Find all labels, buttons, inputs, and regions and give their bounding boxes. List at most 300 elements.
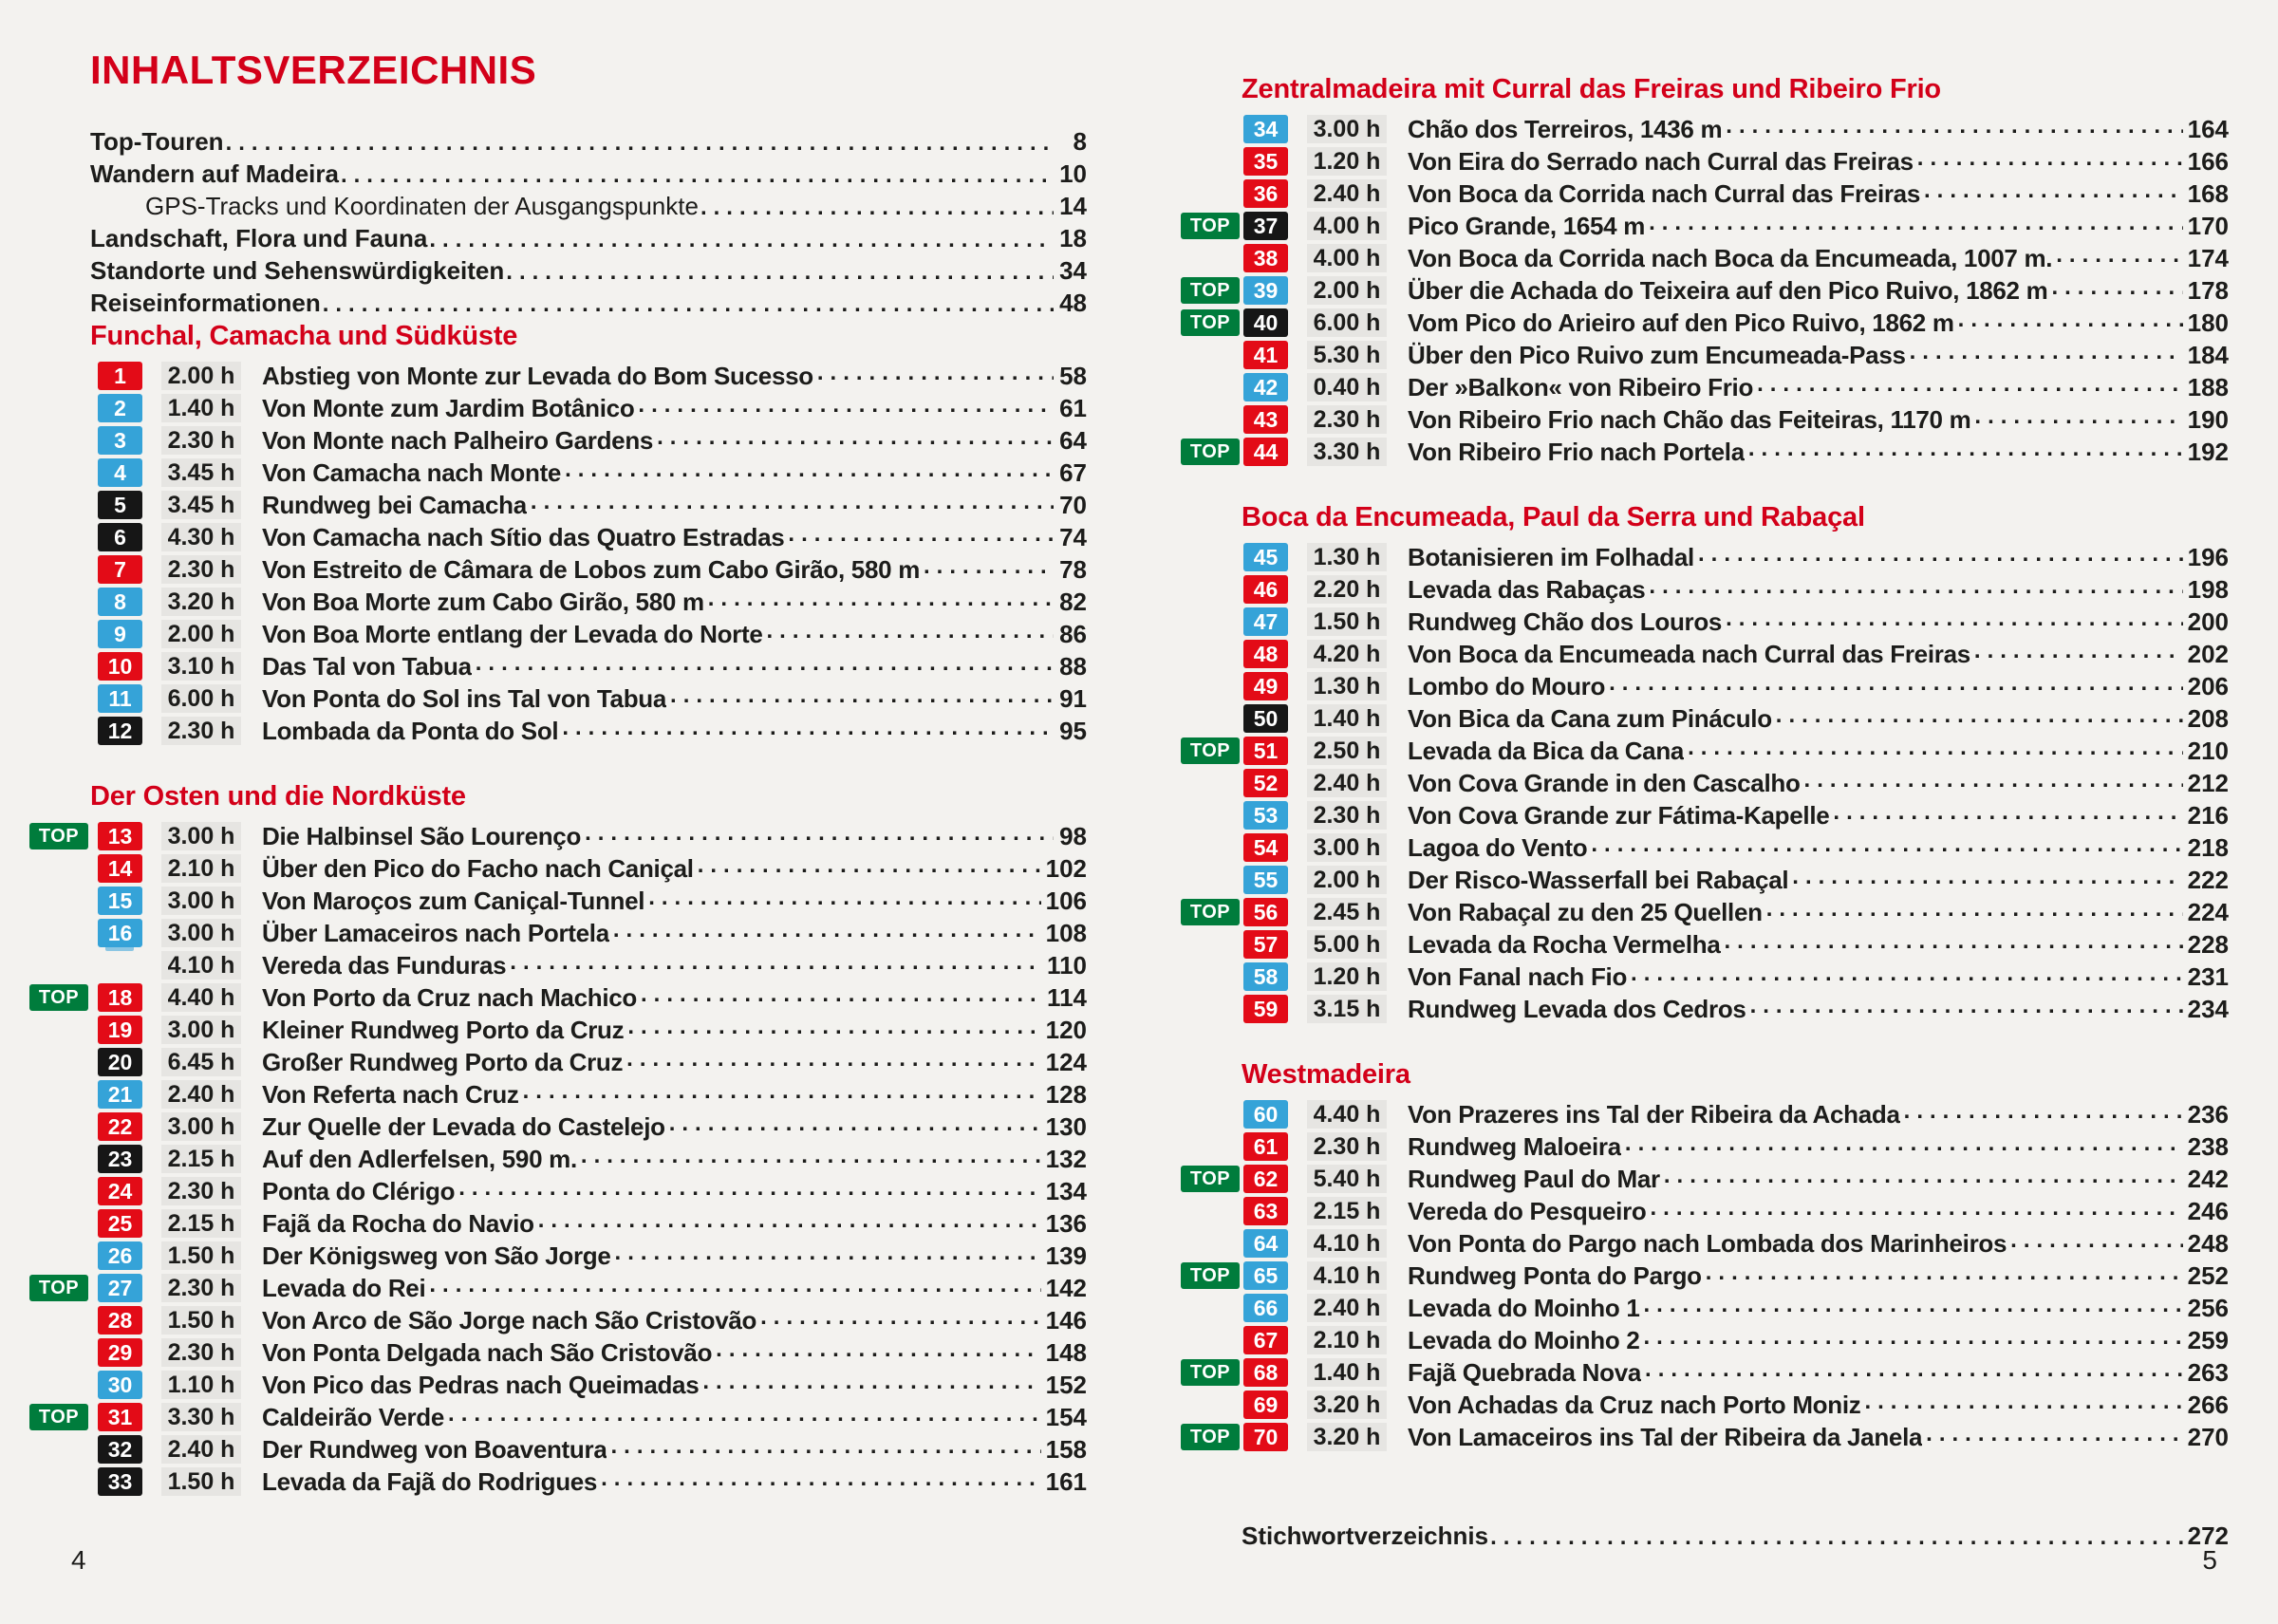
- tour-page-number: 206: [2187, 671, 2229, 700]
- tour-page-number: 222: [2187, 865, 2229, 894]
- tour-number-badge: 32: [98, 1435, 142, 1464]
- tour-number-badge: 66: [1243, 1294, 1288, 1322]
- dot-leader: [562, 715, 1054, 741]
- tour-number-badge: 14: [98, 854, 142, 883]
- tour-duration: 2.00 h: [1307, 866, 1387, 894]
- index-entry: [1242, 1521, 2229, 1554]
- tour-row: [1242, 702, 2229, 735]
- tour-duration: 1.50 h: [1307, 607, 1387, 636]
- tour-duration: 2.30 h: [161, 717, 241, 745]
- tour-row: [1242, 928, 2229, 961]
- tour-duration: 1.40 h: [161, 394, 241, 422]
- tour-title: Von Boca da Encumeada nach Curral das Freiras: [1408, 639, 1970, 668]
- section-heading: Westmadeira: [1242, 1059, 1410, 1090]
- tour-page-number: 114: [1047, 982, 1087, 1012]
- dot-leader: [510, 949, 1042, 976]
- tour-row: [1242, 177, 2229, 210]
- dot-leader: [1726, 606, 2183, 632]
- tour-row: [1242, 1389, 2229, 1421]
- tour-duration: 1.40 h: [1307, 704, 1387, 733]
- tour-page-number: 174: [2187, 243, 2229, 272]
- tour-title: Von Arco de São Jorge nach São Cristovão: [262, 1305, 757, 1335]
- tour-number-badge: 19: [98, 1016, 142, 1044]
- dot-leader: [669, 1111, 1041, 1137]
- tour-page-number: 178: [2187, 275, 2229, 305]
- tour-duration: 2.40 h: [161, 1435, 241, 1464]
- tour-page-number: 242: [2187, 1164, 2229, 1193]
- dot-leader: [657, 424, 1054, 451]
- index-entry-label: Stichwortverzeichnis: [1242, 1521, 1489, 1550]
- tour-title: Von Camacha nach Sítio das Quatro Estradas: [262, 522, 785, 551]
- tour-page-number: 134: [1045, 1176, 1087, 1205]
- tour-title: Levada da Bica da Cana: [1408, 736, 1685, 765]
- tour-title: Ponta do Clérigo: [262, 1176, 456, 1205]
- tour-row: [90, 682, 1087, 715]
- dot-leader: [716, 1336, 1040, 1363]
- tour-row: [1242, 541, 2229, 573]
- tour-page-number: 74: [1059, 522, 1087, 551]
- tour-duration: 1.20 h: [1307, 147, 1387, 176]
- tour-row: [90, 618, 1087, 650]
- tour-number-badge: 39: [1243, 276, 1288, 305]
- tour-title: Von Ponta do Pargo nach Lombada dos Marinheiros: [1408, 1228, 2007, 1258]
- dot-leader: [2051, 274, 2182, 301]
- tour-number-badge: 35: [1243, 147, 1288, 176]
- tour-number-badge: 46: [1243, 575, 1288, 604]
- tour-number-badge: 37: [1243, 212, 1288, 240]
- tour-title: Von Estreito de Câmara de Lobos zum Cabo Girão, 580 m: [262, 554, 921, 584]
- toc-entry-label: GPS-Tracks und Koordinaten der Ausgangspunkte: [145, 192, 699, 220]
- tour-row: [38, 981, 1087, 1014]
- dot-leader: [1645, 1356, 2183, 1383]
- tour-row: [1189, 1163, 2229, 1195]
- tour-number-badge: 29: [98, 1338, 142, 1367]
- section: [1189, 502, 2229, 1025]
- tour-page-number: 88: [1059, 651, 1087, 681]
- tour-duration: 6.45 h: [161, 1048, 241, 1076]
- tour-title: Über den Pico Ruivo zum Encumeada-Pass: [1408, 340, 1906, 369]
- tour-page-number: 236: [2187, 1099, 2229, 1129]
- tour-duration: 1.30 h: [1307, 543, 1387, 571]
- toc-entry-label: Top-Touren: [90, 127, 224, 156]
- toc-entry-label: Wandern auf Madeira: [90, 159, 339, 188]
- tour-title: Rundweg bei Camacha: [262, 490, 527, 519]
- tour-duration: 3.20 h: [1307, 1423, 1387, 1451]
- top-badge: TOP: [1181, 1262, 1240, 1289]
- dot-leader: [476, 650, 1054, 677]
- tour-duration: 2.30 h: [1307, 801, 1387, 830]
- tour-title: Von Fanal nach Fio: [1408, 961, 1628, 991]
- tour-row: [1189, 210, 2229, 242]
- dot-leader: [817, 360, 1054, 386]
- tour-number-badge: 8: [98, 588, 142, 616]
- tour-row: [90, 424, 1087, 457]
- dot-leader: [1591, 831, 2182, 858]
- tour-number-badge: 41: [1243, 341, 1288, 369]
- tour-number-badge: 13: [98, 822, 142, 850]
- tour-duration: 5.00 h: [1307, 930, 1387, 959]
- top-badge: TOP: [1181, 439, 1240, 465]
- dot-leader: [429, 1272, 1040, 1298]
- tour-row: [1189, 274, 2229, 307]
- dot-leader: [788, 521, 1054, 548]
- top-badge: TOP: [1181, 1166, 1240, 1192]
- dot-leader: [1688, 735, 2183, 761]
- tour-duration: 3.45 h: [161, 458, 241, 487]
- left-sections: [38, 321, 1087, 1498]
- tour-page-number: 158: [1045, 1434, 1087, 1464]
- tour-number-badge: 52: [1243, 769, 1288, 797]
- tour-number-badge: 65: [1243, 1261, 1288, 1290]
- tour-page-number: 98: [1059, 821, 1087, 850]
- tour-number-badge: 22: [98, 1112, 142, 1141]
- tour-page-number: 139: [1045, 1241, 1087, 1270]
- top-badge: TOP: [1181, 899, 1240, 925]
- tour-title: Levada da Fajã do Rodrigues: [262, 1466, 598, 1496]
- tour-number-badge: 47: [1243, 607, 1288, 636]
- tour-title: Von Ribeiro Frio nach Portela: [1408, 437, 1745, 466]
- dot-leader: [1904, 1098, 2183, 1125]
- tour-title: Das Tal von Tabua: [262, 651, 472, 681]
- dot-leader: [448, 1401, 1041, 1428]
- tour-page-number: 198: [2187, 574, 2229, 604]
- tour-page-number: 238: [2187, 1131, 2229, 1161]
- tour-page-number: 64: [1059, 425, 1087, 455]
- tour-row: [90, 1240, 1087, 1272]
- tour-number-badge: 5: [98, 491, 142, 519]
- tour-duration: 0.40 h: [1307, 373, 1387, 401]
- tour-duration: 4.00 h: [1307, 244, 1387, 272]
- tour-title: Von Lamaceiros ins Tal der Ribeira da Janela: [1408, 1422, 1923, 1451]
- tour-page-number: 224: [2187, 897, 2229, 926]
- tour-title: Rundweg Paul do Mar: [1408, 1164, 1660, 1193]
- tour-row: [90, 1433, 1087, 1465]
- tour-row: [90, 917, 1087, 949]
- tour-number-badge: 64: [1243, 1229, 1288, 1258]
- tour-duration: 1.40 h: [1307, 1358, 1387, 1387]
- tour-duration: 2.40 h: [1307, 769, 1387, 797]
- tour-row: [90, 715, 1087, 747]
- tour-row: [90, 852, 1087, 885]
- tour-page-number: 248: [2187, 1228, 2229, 1258]
- tour-number-badge: 54: [1243, 833, 1288, 862]
- tour-duration: 2.00 h: [1307, 276, 1387, 305]
- tour-duration: 2.30 h: [1307, 1132, 1387, 1161]
- tour-row: [90, 1175, 1087, 1207]
- dot-leader: [1748, 436, 2183, 462]
- tour-title: Von Maroços zum Caniçal-Tunnel: [262, 886, 645, 915]
- tour-page-number: 184: [2187, 340, 2229, 369]
- tour-page-number: 61: [1059, 393, 1087, 422]
- tour-page-number: 252: [2187, 1260, 2229, 1290]
- tour-row: [1242, 1130, 2229, 1163]
- tour-page-number: 102: [1045, 853, 1087, 883]
- tour-page-number: 208: [2187, 703, 2229, 733]
- print-smudge: [105, 945, 134, 951]
- dot-leader: [565, 457, 1054, 483]
- tour-number-badge: 2: [98, 394, 142, 422]
- dot-leader: [641, 981, 1042, 1008]
- tour-title: Kleiner Rundweg Porto da Cruz: [262, 1015, 625, 1044]
- tour-page-number: 164: [2187, 114, 2229, 143]
- tour-row: [90, 1336, 1087, 1369]
- tour-duration: 2.15 h: [161, 1209, 241, 1238]
- tour-number-badge: 43: [1243, 405, 1288, 434]
- tour-page-number: 263: [2187, 1357, 2229, 1387]
- tour-row: [90, 1369, 1087, 1401]
- tour-duration: 3.00 h: [161, 887, 241, 915]
- tour-page-number: 210: [2187, 736, 2229, 765]
- tour-row: [1189, 896, 2229, 928]
- tour-number-badge: 62: [1243, 1165, 1288, 1193]
- dot-leader: [601, 1465, 1041, 1492]
- tour-row: [90, 553, 1087, 586]
- toc-entry-label: Standorte und Sehenswürdigkeiten: [90, 256, 505, 285]
- tour-page-number: 231: [2187, 961, 2229, 991]
- tour-row: [1242, 993, 2229, 1025]
- tour-number-badge: 40: [1243, 308, 1288, 337]
- tour-title: Der Königsweg von São Jorge: [262, 1241, 611, 1270]
- tour-page-number: 58: [1059, 361, 1087, 390]
- dot-leader: [341, 162, 1054, 189]
- tour-page-number: 78: [1059, 554, 1087, 584]
- tour-duration: 4.30 h: [161, 523, 241, 551]
- tour-duration: 2.40 h: [1307, 1294, 1387, 1322]
- tour-duration: 1.10 h: [161, 1371, 241, 1399]
- dot-leader: [1649, 573, 2182, 600]
- tour-page-number: 154: [1045, 1402, 1087, 1431]
- tour-duration: 3.00 h: [1307, 833, 1387, 862]
- tour-page-number: 228: [2187, 929, 2229, 959]
- tour-row: [1189, 735, 2229, 767]
- dot-leader: [1792, 864, 2182, 890]
- toc-entry-page: 14: [1059, 192, 1087, 220]
- tour-duration: 1.50 h: [161, 1467, 241, 1496]
- tour-title: Rundweg Ponta do Pargo: [1408, 1260, 1702, 1290]
- tour-number-badge: 67: [1243, 1326, 1288, 1354]
- tour-title: Chão dos Terreiros, 1436 m: [1408, 114, 1723, 143]
- tour-row: [1242, 573, 2229, 606]
- tour-title: Von Ponta do Sol ins Tal von Tabua: [262, 683, 667, 713]
- tour-page-number: 124: [1045, 1047, 1087, 1076]
- tour-row: [1242, 606, 2229, 638]
- tour-page-number: 170: [2187, 211, 2229, 240]
- tour-page-number: 202: [2187, 639, 2229, 668]
- tour-row: [1189, 1421, 2229, 1453]
- tour-row: [90, 1014, 1087, 1046]
- toc-entry-page: 8: [1073, 127, 1087, 156]
- toc-entry-page: 18: [1059, 224, 1087, 252]
- tour-row: [1242, 864, 2229, 896]
- dot-leader: [1725, 928, 2183, 955]
- tour-page-number: 212: [2187, 768, 2229, 797]
- tour-number-badge: 23: [98, 1145, 142, 1173]
- dot-leader: [627, 1014, 1040, 1040]
- tour-row: [90, 949, 1087, 981]
- dot-leader: [1609, 670, 2183, 697]
- tour-title: Von Ponta Delgada nach São Cristovão: [262, 1337, 713, 1367]
- top-badge: TOP: [1181, 737, 1240, 764]
- tour-duration: 2.45 h: [1307, 898, 1387, 926]
- top-badge: TOP: [1181, 277, 1240, 304]
- tour-page-number: 180: [2187, 308, 2229, 337]
- tour-page-number: 259: [2187, 1325, 2229, 1354]
- dot-leader: [613, 917, 1041, 943]
- tour-title: Auf den Adlerfelsen, 590 m.: [262, 1144, 577, 1173]
- tour-number-badge: 57: [1243, 930, 1288, 959]
- top-badge: TOP: [1181, 1424, 1240, 1450]
- tour-title: Rundweg Chão dos Louros: [1408, 607, 1723, 636]
- tour-title: Von Cova Grande in den Cascalho: [1408, 768, 1801, 797]
- tour-page-number: 200: [2187, 607, 2229, 636]
- tour-duration: 4.40 h: [1307, 1100, 1387, 1129]
- tour-row: [1242, 145, 2229, 177]
- tour-number-badge: 49: [1243, 672, 1288, 700]
- top-badge: TOP: [29, 984, 88, 1011]
- tour-title: Vereda das Funduras: [262, 950, 507, 980]
- tour-page-number: 190: [2187, 404, 2229, 434]
- tour-duration: 2.20 h: [1307, 575, 1387, 604]
- tour-title: Vom Pico do Arieiro auf den Pico Ruivo, 1862 m: [1408, 308, 1954, 337]
- tour-row: [90, 885, 1087, 917]
- tour-number-badge: 26: [98, 1241, 142, 1270]
- tour-row: [90, 586, 1087, 618]
- tour-duration: 2.30 h: [161, 1338, 241, 1367]
- tour-number-badge: 31: [98, 1403, 142, 1431]
- tour-title: Von Boca da Corrida nach Boca da Encumeada, 1007 m.: [1408, 243, 2053, 272]
- toc-entry-page: 34: [1059, 256, 1087, 285]
- tour-number-badge: 7: [98, 555, 142, 584]
- tour-title: Die Halbinsel São Lourenço: [262, 821, 582, 850]
- toc-entry-page: 48: [1059, 289, 1087, 317]
- tour-page-number: 128: [1045, 1079, 1087, 1109]
- dot-leader: [924, 553, 1054, 580]
- tour-duration: 4.10 h: [1307, 1261, 1387, 1290]
- tour-number-badge: 53: [1243, 801, 1288, 830]
- section-heading: Funchal, Camacha und Südküste: [90, 321, 518, 351]
- tour-page-number: 108: [1045, 918, 1087, 947]
- tour-duration: 2.10 h: [161, 854, 241, 883]
- tour-duration: 2.30 h: [161, 1274, 241, 1302]
- dot-leader: [1726, 113, 2182, 140]
- tour-duration: 3.30 h: [1307, 438, 1387, 466]
- tour-duration: 2.30 h: [161, 1177, 241, 1205]
- tour-number-badge: 59: [1243, 995, 1288, 1023]
- tour-number-badge: 61: [1243, 1132, 1288, 1161]
- tour-number-badge: 4: [98, 458, 142, 487]
- tour-title: Von Achadas da Cruz nach Porto Moniz: [1408, 1390, 1861, 1419]
- tour-duration: 2.40 h: [161, 1080, 241, 1109]
- section: [90, 321, 1087, 747]
- dot-leader: [581, 1143, 1041, 1169]
- tour-page-number: 246: [2187, 1196, 2229, 1225]
- tour-page-number: 256: [2187, 1293, 2229, 1322]
- tour-title: Fajã da Rocha do Navio: [262, 1208, 534, 1238]
- tour-number-badge: 16: [98, 919, 142, 947]
- toc-entry: [90, 159, 1087, 192]
- toc-entry: [90, 224, 1087, 256]
- section-heading: Zentralmadeira mit Curral das Freiras und Ribeiro Frio: [1242, 74, 1941, 104]
- tour-row: [1242, 242, 2229, 274]
- tour-number-badge: 69: [1243, 1391, 1288, 1419]
- tour-title: Der »Balkon« von Ribeiro Frio: [1408, 372, 1754, 401]
- tour-page-number: 196: [2187, 542, 2229, 571]
- dot-leader: [1649, 210, 2183, 236]
- tour-page-number: 192: [2187, 437, 2229, 466]
- tour-duration: 2.30 h: [161, 426, 241, 455]
- tour-duration: 1.50 h: [161, 1241, 241, 1270]
- top-badge: TOP: [29, 1275, 88, 1301]
- tour-row: [1242, 638, 2229, 670]
- tour-title: Lombo do Mouro: [1408, 671, 1606, 700]
- dot-leader: [226, 130, 1054, 157]
- tour-title: Über Lamaceiros nach Portela: [262, 918, 609, 947]
- dot-leader: [1833, 799, 2182, 826]
- toc-entry: [90, 289, 1087, 321]
- tour-title: Rundweg Maloeira: [1408, 1131, 1621, 1161]
- section: [1189, 74, 2229, 468]
- tour-page-number: 216: [2187, 800, 2229, 830]
- tour-row: [90, 360, 1087, 392]
- tour-title: Levada das Rabaças: [1408, 574, 1646, 604]
- dot-leader: [1958, 307, 2183, 333]
- top-badge: TOP: [1181, 213, 1240, 239]
- tour-number-badge: 56: [1243, 898, 1288, 926]
- dot-leader: [1644, 1292, 2183, 1318]
- tour-title: Von Camacha nach Monte: [262, 457, 562, 487]
- dot-leader: [626, 1046, 1040, 1073]
- tour-page-number: 132: [1045, 1144, 1087, 1173]
- tour-row: [90, 489, 1087, 521]
- tour-duration: 1.50 h: [161, 1306, 241, 1335]
- tour-duration: 3.45 h: [161, 491, 241, 519]
- tour-number-badge: 68: [1243, 1358, 1288, 1387]
- dot-leader: [1706, 1260, 2183, 1286]
- tour-title: Pico Grande, 1654 m: [1408, 211, 1646, 240]
- top-badge: TOP: [29, 823, 88, 849]
- tour-row: [90, 1111, 1087, 1143]
- dot-leader: [1750, 993, 2183, 1019]
- tour-number-badge: 60: [1243, 1100, 1288, 1129]
- dot-leader: [1664, 1163, 2183, 1189]
- tour-row: [1242, 1324, 2229, 1356]
- tour-duration: 2.00 h: [161, 620, 241, 648]
- tour-page-number: 82: [1059, 587, 1087, 616]
- tour-duration: 3.20 h: [161, 588, 241, 616]
- dot-leader: [1924, 177, 2183, 204]
- tour-number-badge: 28: [98, 1306, 142, 1335]
- dot-leader: [1804, 767, 2183, 793]
- dot-leader: [700, 195, 1054, 221]
- tour-duration: 3.00 h: [1307, 115, 1387, 143]
- dot-leader: [323, 291, 1054, 318]
- tour-number-badge: 42: [1243, 373, 1288, 401]
- tour-row: [1242, 1227, 2229, 1260]
- dot-leader: [1757, 371, 2183, 398]
- tour-page-number: 136: [1045, 1208, 1087, 1238]
- tour-duration: 4.40 h: [161, 983, 241, 1012]
- section-heading: Boca da Encumeada, Paul da Serra und Rabaçal: [1242, 502, 1865, 532]
- tour-title: Levada do Moinho 1: [1408, 1293, 1640, 1322]
- tour-title: Von Monte nach Palheiro Gardens: [262, 425, 654, 455]
- tour-page-number: 152: [1045, 1370, 1087, 1399]
- toc-entry: [90, 192, 1087, 224]
- tour-page-number: 95: [1059, 716, 1087, 745]
- tour-duration: 2.30 h: [161, 555, 241, 584]
- tour-title: Levada do Moinho 2: [1408, 1325, 1640, 1354]
- tour-page-number: 218: [2187, 832, 2229, 862]
- dot-leader: [1490, 1524, 2183, 1551]
